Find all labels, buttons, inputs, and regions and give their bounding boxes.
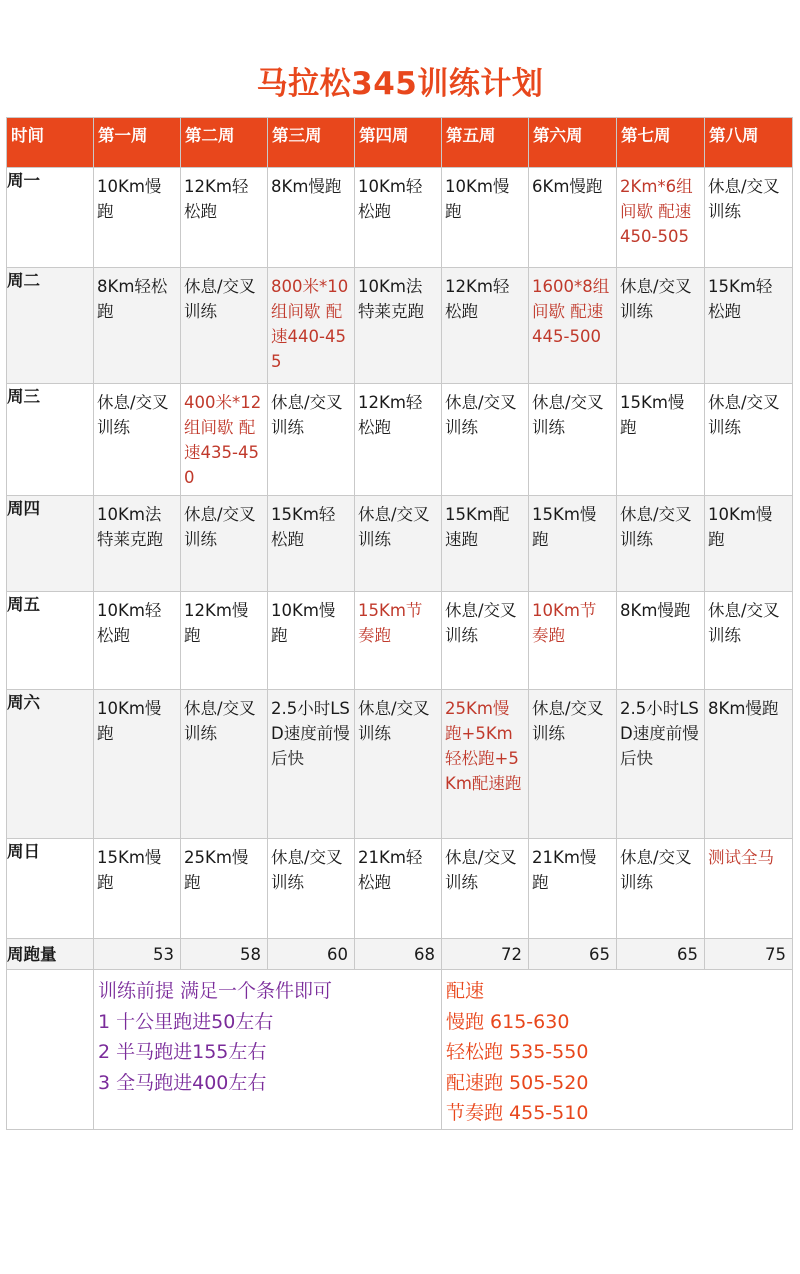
plan-cell (617, 592, 705, 690)
plan-cell-text: 8Km轻松跑 (97, 277, 168, 321)
plan-cell-text: 25Km慢跑+5Km轻松跑+5Km配速跑 (445, 699, 522, 793)
plan-cell-text: 休息/交叉训练 (271, 848, 343, 892)
header-week-2: 第二周 (181, 118, 268, 168)
weekly-total-label: 周跑量 (7, 939, 94, 970)
plan-cell-text: 15Km慢跑 (620, 393, 685, 437)
day-label: 周四 (7, 496, 94, 592)
plan-cell (529, 690, 617, 839)
plan-cell-text: 21Km慢跑 (532, 848, 597, 892)
plan-cell (705, 384, 793, 496)
plan-cell-text: 15Km轻松跑 (708, 277, 773, 321)
plan-cell (268, 690, 355, 839)
day-label: 周一 (7, 168, 94, 268)
plan-cell-text: 400米*12组间歇 配速435-450 (184, 393, 262, 487)
pace-item: 慢跑 615-630 (446, 1010, 570, 1033)
plan-cell (181, 496, 268, 592)
header-week-6: 第六周 (529, 118, 617, 168)
plan-cell-text: 10Km法特莱克跑 (358, 277, 424, 321)
plan-cell-text: 休息/交叉训练 (445, 393, 517, 437)
plan-cell (529, 496, 617, 592)
plan-cell-text: 10Km慢跑 (445, 177, 510, 221)
plan-cell-text: 休息/交叉训练 (97, 393, 169, 437)
plan-cell (529, 839, 617, 939)
plan-cell-text: 休息/交叉训练 (445, 848, 517, 892)
plan-cell (442, 839, 529, 939)
plan-cell (617, 168, 705, 268)
header-week-5: 第五周 (442, 118, 529, 168)
day-row (7, 384, 793, 496)
plan-cell (617, 384, 705, 496)
plan-cell-text: 休息/交叉训练 (708, 601, 780, 645)
plan-cell (355, 839, 442, 939)
plan-cell (442, 268, 529, 384)
plan-cell (94, 496, 181, 592)
plan-cell (705, 839, 793, 939)
plan-cell-text: 2Km*6组间歇 配速450-505 (620, 177, 693, 246)
weekly-total-value: 75 (705, 939, 793, 970)
plan-cell (94, 592, 181, 690)
notes-row (7, 970, 793, 1130)
plan-cell (268, 592, 355, 690)
plan-cell (705, 690, 793, 839)
plan-cell (355, 496, 442, 592)
plan-cell-text: 休息/交叉训练 (358, 505, 430, 549)
plan-cell-text: 10Km轻松跑 (97, 601, 162, 645)
plan-cell (705, 168, 793, 268)
plan-cell-text: 8Km慢跑 (620, 601, 691, 620)
plan-cell-text: 休息/交叉训练 (271, 393, 343, 437)
plan-cell-text: 休息/交叉训练 (358, 699, 430, 743)
pace-item: 节奏跑 455-510 (446, 1102, 589, 1124)
plan-cell-text: 15Km轻松跑 (271, 505, 336, 549)
header-week-7: 第七周 (617, 118, 705, 168)
day-label: 周五 (7, 592, 94, 690)
plan-cell-text: 休息/交叉训练 (708, 393, 780, 437)
plan-cell-text: 12Km轻松跑 (358, 393, 423, 437)
plan-cell (94, 384, 181, 496)
plan-cell-text: 休息/交叉训练 (532, 393, 604, 437)
plan-cell-text: 8Km慢跑 (708, 699, 779, 718)
prereq-item: 3 全马跑进400左右 (98, 1071, 267, 1094)
plan-cell (94, 168, 181, 268)
day-row (7, 168, 793, 268)
plan-cell-text: 15Km慢跑 (97, 848, 162, 892)
plan-cell (529, 384, 617, 496)
plan-cell (181, 690, 268, 839)
plan-cell-text: 8Km慢跑 (271, 177, 342, 196)
plan-cell-text: 15Km配速跑 (445, 505, 510, 549)
plan-cell (181, 839, 268, 939)
plan-cell-text: 15Km慢跑 (532, 505, 597, 549)
plan-cell-text: 10Km慢跑 (97, 177, 162, 221)
weekly-total-value: 68 (355, 939, 442, 970)
plan-cell (442, 592, 529, 690)
weekly-total-value: 53 (94, 939, 181, 970)
header-week-8: 第八周 (705, 118, 793, 168)
plan-cell-text: 测试全马 (708, 848, 774, 867)
plan-cell (268, 496, 355, 592)
header-week-4: 第四周 (355, 118, 442, 168)
plan-cell (181, 268, 268, 384)
weekly-total-value: 65 (617, 939, 705, 970)
day-row (7, 592, 793, 690)
plan-cell-text: 休息/交叉训练 (445, 601, 517, 645)
header-row (7, 118, 793, 168)
plan-cell (355, 384, 442, 496)
day-row (7, 268, 793, 384)
plan-cell-text: 25Km慢跑 (184, 848, 249, 892)
plan-cell-text: 休息/交叉训练 (532, 699, 604, 743)
plan-cell (355, 168, 442, 268)
plan-cell-text: 休息/交叉训练 (184, 277, 256, 321)
plan-cell (181, 592, 268, 690)
plan-cell (617, 839, 705, 939)
day-label: 周三 (7, 384, 94, 496)
day-row (7, 839, 793, 939)
plan-cell (617, 496, 705, 592)
plan-cell-text: 休息/交叉训练 (620, 848, 692, 892)
header-week-1: 第一周 (94, 118, 181, 168)
prereq-item: 2 半马跑进155左右 (98, 1041, 267, 1063)
plan-cell (442, 384, 529, 496)
plan-cell-text: 800米*10组间歇 配速440-455 (271, 277, 349, 371)
plan-cell-text: 休息/交叉训练 (184, 699, 256, 743)
weekly-total-value: 58 (181, 939, 268, 970)
plan-cell-text: 12Km慢跑 (184, 601, 249, 645)
plan-cell-text: 2.5小时LSD速度前慢后快 (271, 699, 350, 768)
plan-cell-text: 10Km慢跑 (271, 601, 336, 645)
plan-cell (355, 592, 442, 690)
plan-cell-text: 休息/交叉训练 (708, 177, 780, 221)
plan-cell (617, 268, 705, 384)
prereq-title: 训练前提 满足一个条件即可 (98, 980, 333, 1002)
plan-cell (268, 839, 355, 939)
plan-cell (529, 592, 617, 690)
plan-cell (268, 384, 355, 496)
plan-cell-text: 10Km慢跑 (708, 505, 773, 549)
day-label: 周六 (7, 690, 94, 839)
plan-cell-text: 15Km节奏跑 (358, 601, 423, 645)
day-label: 周二 (7, 268, 94, 384)
plan-cell-text: 10Km法特莱克跑 (97, 505, 163, 549)
day-row (7, 496, 793, 592)
plan-cell (529, 268, 617, 384)
plan-cell (181, 384, 268, 496)
pace-item: 轻松跑 535-550 (446, 1041, 589, 1063)
header-week-3: 第三周 (268, 118, 355, 168)
plan-cell (94, 690, 181, 839)
plan-cell (94, 268, 181, 384)
day-label: 周日 (7, 839, 94, 939)
weekly-total-value: 60 (268, 939, 355, 970)
plan-cell (268, 168, 355, 268)
plan-cell-text: 10Km节奏跑 (532, 601, 597, 645)
plan-cell-text: 休息/交叉训练 (620, 505, 692, 549)
pace-reference (442, 970, 793, 1130)
day-row (7, 690, 793, 839)
plan-cell (355, 690, 442, 839)
plan-cell (442, 690, 529, 839)
plan-cell-text: 2.5小时LSD速度前慢后快 (620, 699, 699, 768)
plan-cell (181, 168, 268, 268)
weekly-total-value: 72 (442, 939, 529, 970)
plan-cell (705, 496, 793, 592)
plan-cell-text: 休息/交叉训练 (184, 505, 256, 549)
plan-cell-text: 10Km轻松跑 (358, 177, 423, 221)
plan-cell-text: 10Km慢跑 (97, 699, 162, 743)
training-plan-table (6, 117, 793, 1130)
pace-item: 配速跑 505-520 (446, 1071, 589, 1094)
plan-cell-text: 12Km轻松跑 (445, 277, 510, 321)
plan-cell-text: 6Km慢跑 (532, 177, 603, 196)
weekly-total-row (7, 939, 793, 970)
pace-title: 配速 (446, 980, 485, 1002)
plan-cell-text: 1600*8组间歇 配速445-500 (532, 277, 610, 346)
notes-empty-cell (7, 970, 94, 1130)
plan-cell (617, 690, 705, 839)
page-title: 马拉松345训练计划 (256, 66, 544, 102)
plan-cell-text: 休息/交叉训练 (620, 277, 692, 321)
plan-cell-text: 12Km轻松跑 (184, 177, 249, 221)
header-time: 时间 (7, 118, 94, 168)
plan-cell (442, 168, 529, 268)
plan-cell (705, 268, 793, 384)
weekly-total-value: 65 (529, 939, 617, 970)
plan-cell (355, 268, 442, 384)
plan-cell (529, 168, 617, 268)
plan-cell (268, 268, 355, 384)
plan-cell (442, 496, 529, 592)
plan-cell (705, 592, 793, 690)
plan-cell (94, 839, 181, 939)
prereq-item: 1 十公里跑进50左右 (98, 1010, 274, 1033)
plan-cell-text: 21Km轻松跑 (358, 848, 423, 892)
training-prerequisites (94, 970, 442, 1130)
